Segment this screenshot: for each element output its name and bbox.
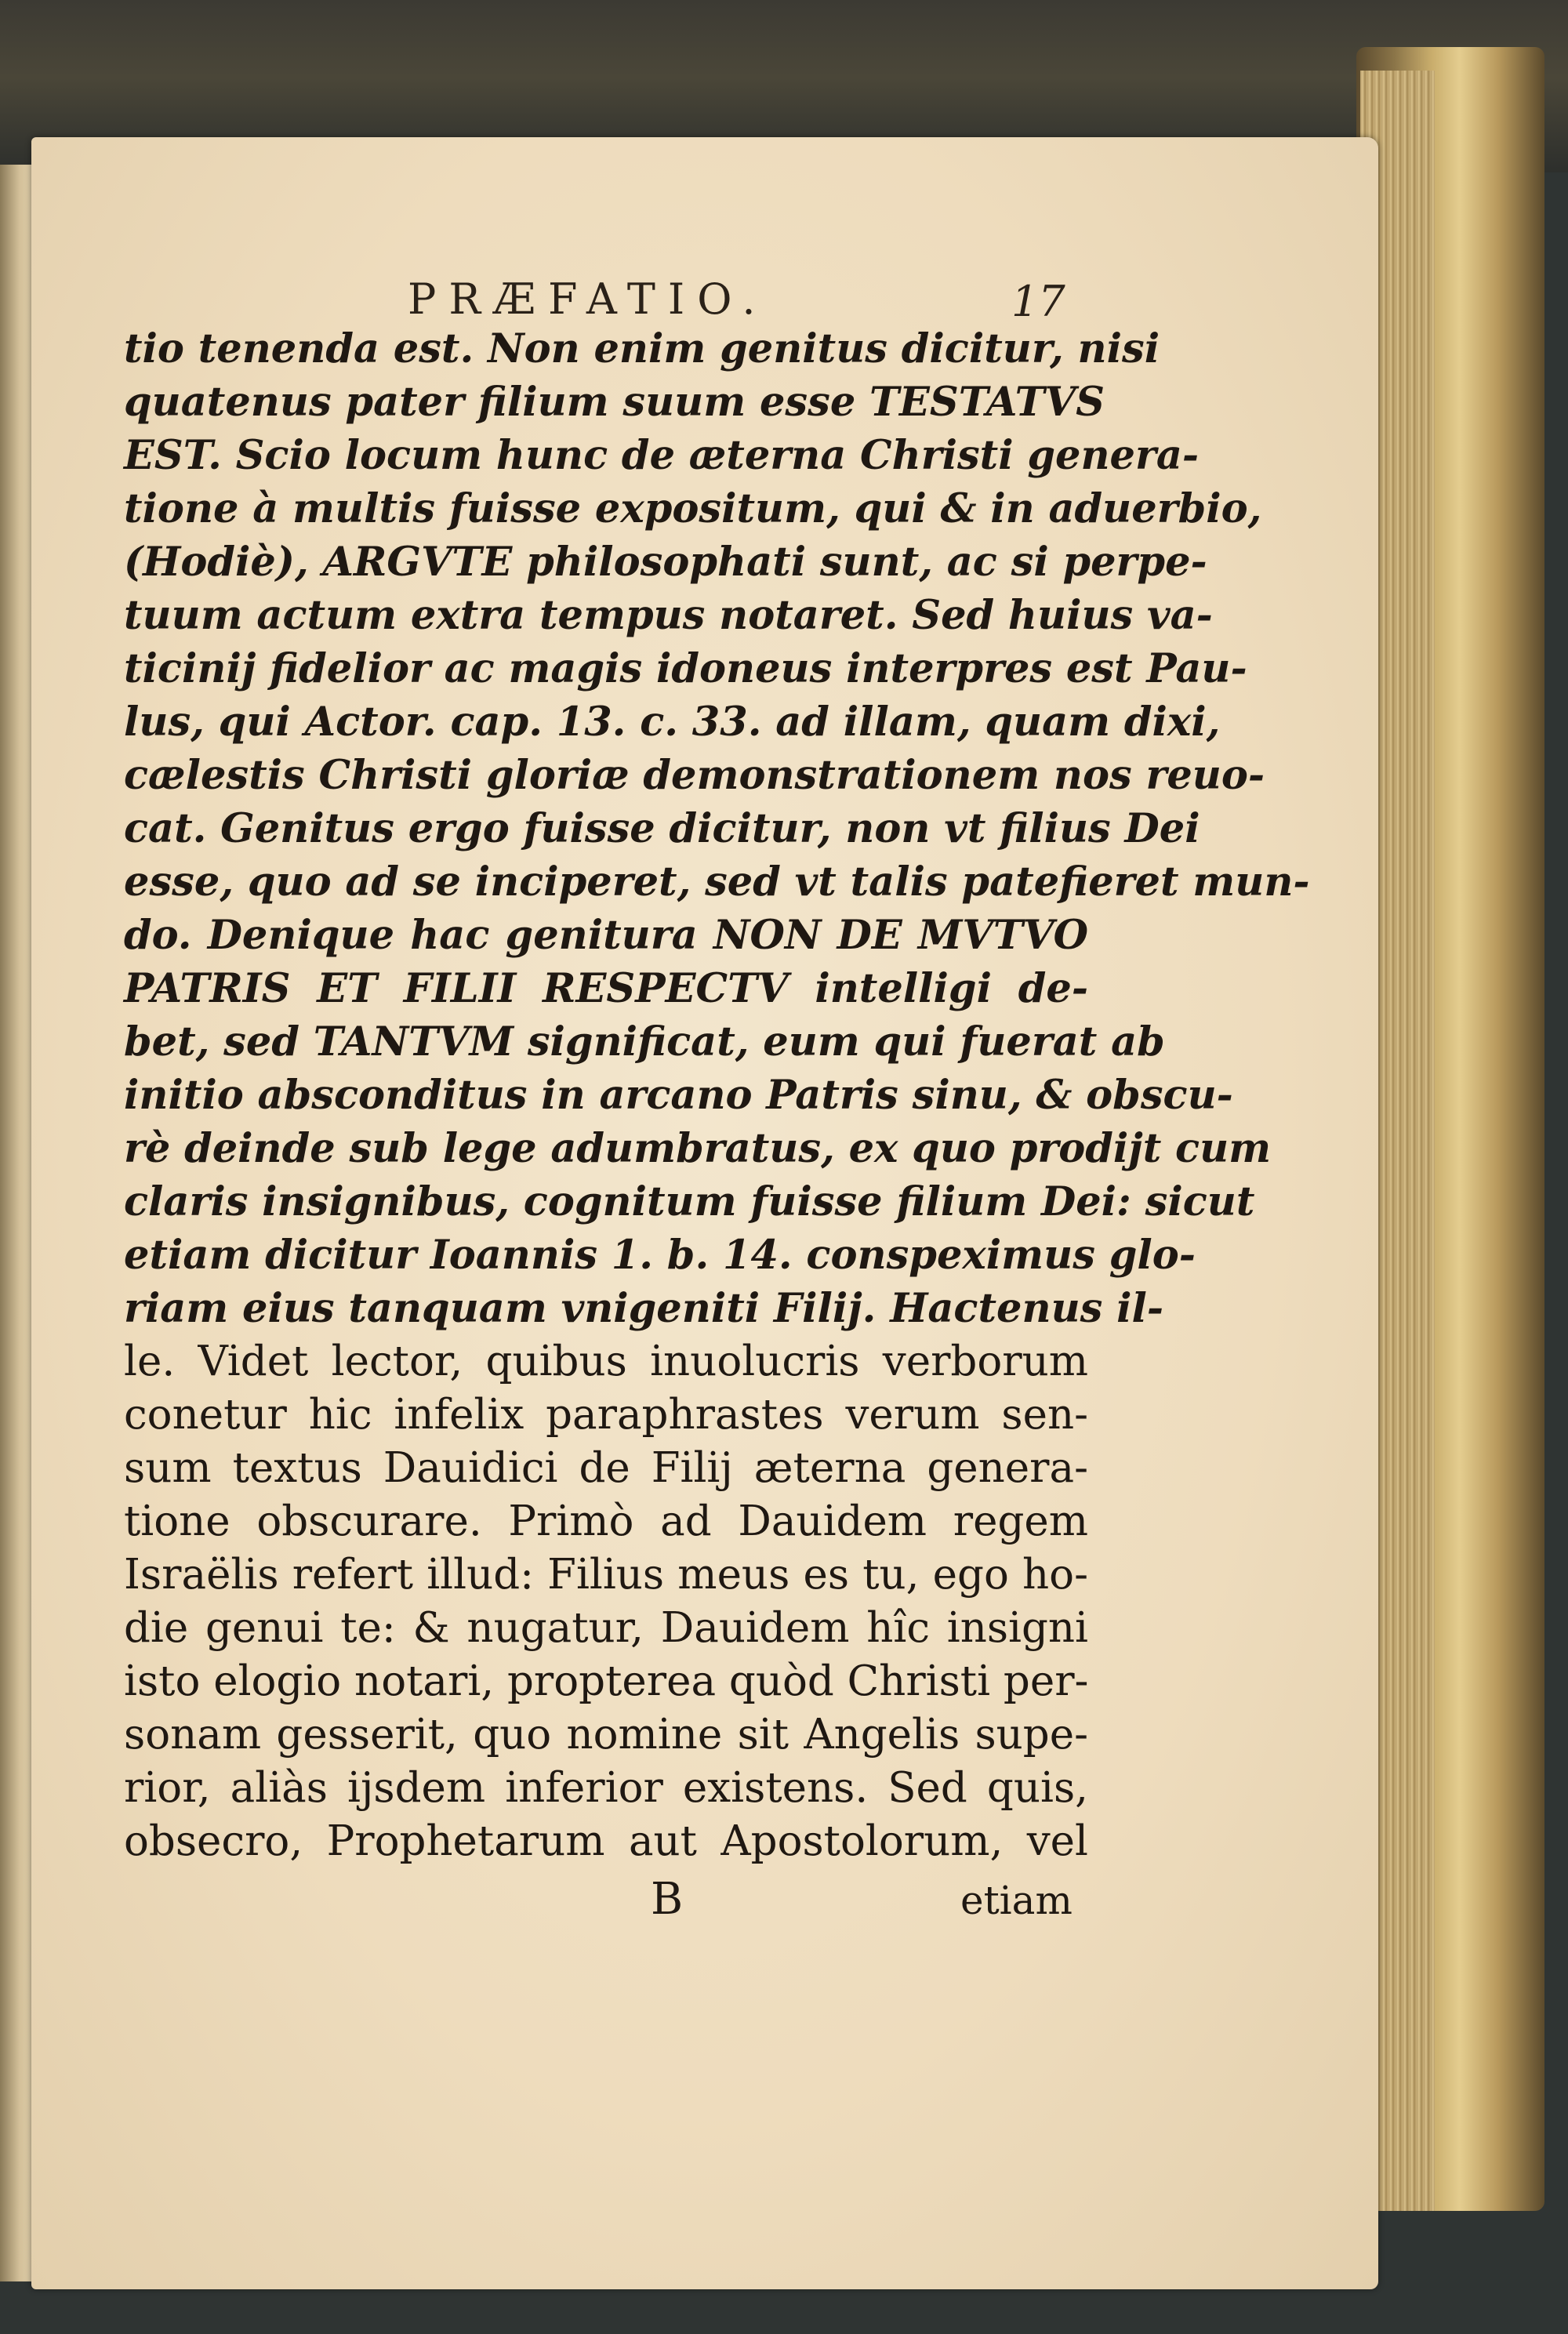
text-line: le. Videt lector, quibus inuolucris verborum [124,1338,1088,1385]
text-line: ticinij fidelior ac magis idoneus interpres est Pau- [124,645,1247,692]
text-line: sum textus Dauidici de Filij æterna genera- [124,1444,1088,1492]
page-number: 17 [1011,277,1065,326]
text-line: tione à multis fuisse expositum, qui & in aduerbio, [124,485,1262,532]
catchword: etiam [960,1878,1073,1923]
text-line: esse, quo ad se inciperet, sed vt talis patefieret mun- [124,858,1310,906]
text-line: etiam dicitur Ioannis 1. b. 14. conspeximus glo- [124,1232,1196,1279]
text-line: rè deinde sub lege adumbratus, ex quo prodijt cum [124,1125,1272,1172]
text-line: sonam gesserit, quo nomine sit Angelis supe- [124,1711,1088,1759]
text-line: EST. Scio locum hunc de æterna Christi genera- [124,432,1200,479]
text-line: claris insignibus, cognitum fuisse filium Dei: sicut [124,1178,1255,1225]
text-line: bet, sed TANTVM significat, eum qui fuerat ab [124,1018,1165,1065]
text-line: Israëlis refert illud: Filius meus es tu, ego ho- [124,1551,1088,1599]
text-line: tuum actum extra tempus notaret. Sed huius va- [124,592,1213,639]
book-page [31,137,1378,2289]
text-line: PATRIS ET FILII RESPECTV intelligi de- [124,965,1088,1012]
text-line: obsecro, Prophetarum aut Apostolorum, vel [124,1817,1088,1865]
text-line: die genui te: & nugatur, Dauidem hîc insigni [124,1604,1088,1652]
text-line: cælestis Christi gloriæ demonstrationem nos reuo- [124,752,1265,799]
text-line: tione obscurare. Primò ad Dauidem regem [124,1497,1088,1545]
running-title: PRÆFATIO. [408,274,768,324]
text-line: isto elogio notari, propterea quòd Christi per- [124,1657,1089,1705]
text-line: lus, qui Actor. cap. 13. c. 33. ad illam, quam dixi, [124,699,1221,746]
text-line: cat. Genitus ergo fuisse dicitur, non vt filius Dei [124,805,1200,852]
text-line: tio tenenda est. Non enim genitus dicitur, nisi [124,325,1160,372]
text-line: do. Denique hac genitura NON DE MVTVO [124,912,1088,959]
text-line: (Hodiè), ARGVTE philosophati sunt, ac si perpe- [124,539,1207,586]
text-line: riam eius tanquam vnigeniti Filij. Hactenus il- [124,1285,1164,1332]
text-line: quatenus pater filium suum esse TESTATVS [124,379,1105,426]
signature-mark: B [651,1874,684,1925]
text-line: rior, aliàs ijsdem inferior existens. Sed quis, [124,1764,1088,1812]
text-line: initio absconditus in arcano Patris sinu, & obscu- [124,1072,1233,1119]
text-line: conetur hic infelix paraphrastes verum sen- [124,1391,1088,1439]
